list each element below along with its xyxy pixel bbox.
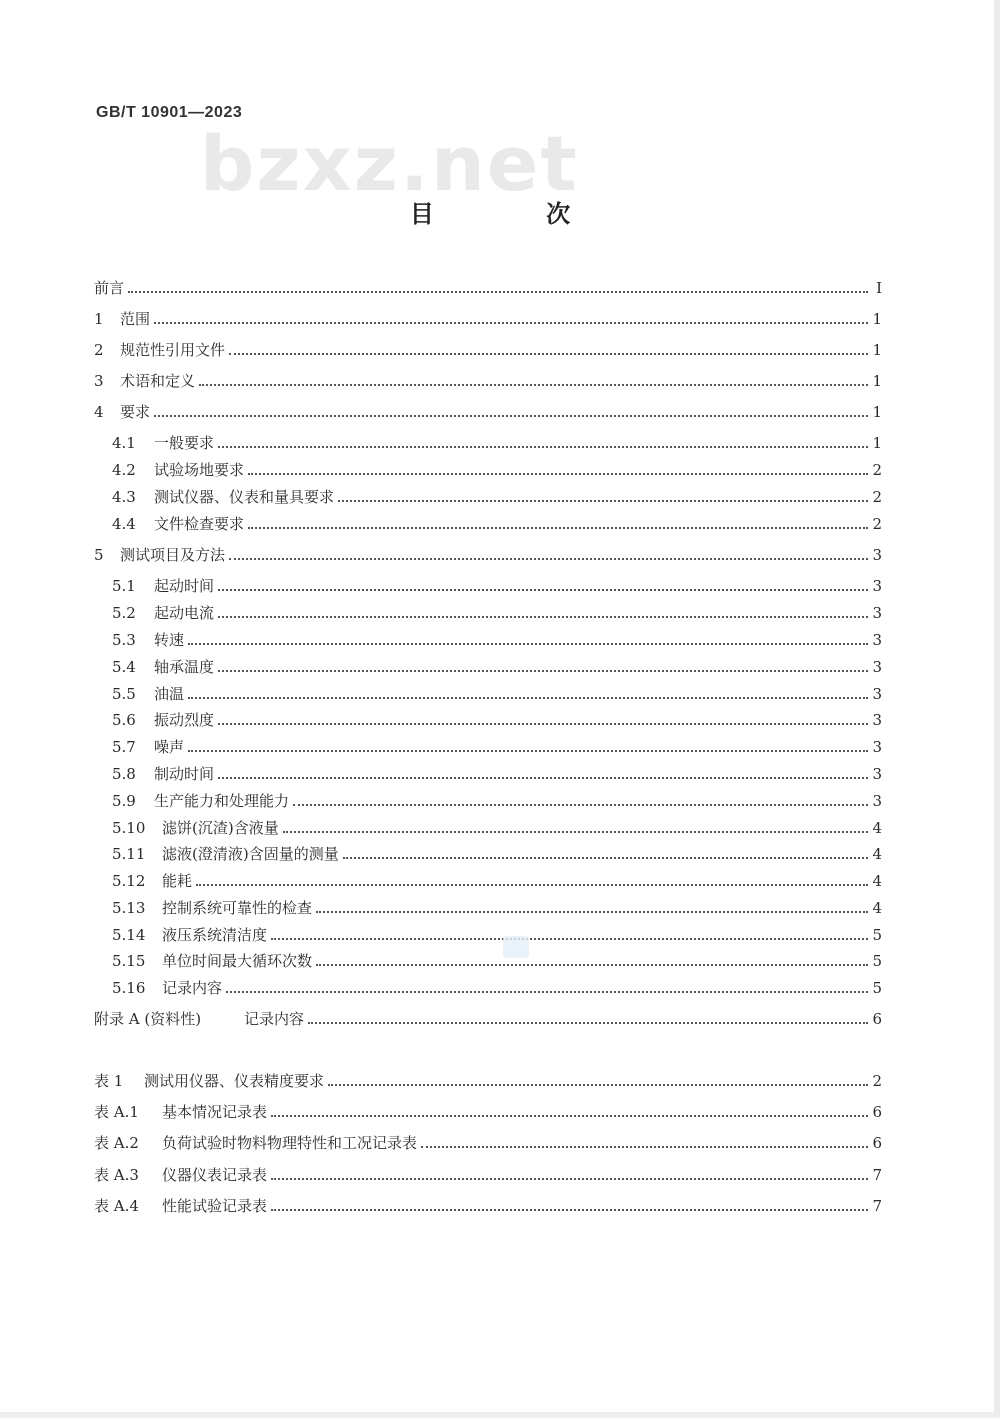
toc-subentry[interactable] (112, 895, 882, 921)
toc-label: 振动烈度 (154, 711, 215, 729)
toc-entry[interactable] (94, 337, 882, 363)
page-title: 目 次 (409, 200, 623, 228)
toc-page: 4 (872, 872, 882, 890)
toc-subentry[interactable] (112, 788, 882, 814)
toc-subentry[interactable] (112, 868, 882, 894)
toc-subentry[interactable] (112, 922, 882, 948)
toc-entry[interactable] (94, 306, 882, 332)
toc-number: 4.3 (112, 488, 136, 506)
toc-number: 4.4 (112, 515, 136, 533)
toc-entry-appendix[interactable] (94, 1006, 882, 1032)
table-list-entry[interactable] (94, 1193, 882, 1219)
table-list-entry[interactable] (94, 1130, 882, 1156)
toc-label: 轴承温度 (154, 658, 215, 676)
leader-dots (218, 444, 868, 448)
toc-number: 5.6 (112, 711, 136, 729)
leader-dots (188, 748, 868, 752)
toc-page: 2 (872, 488, 882, 506)
leader-dots (343, 855, 868, 859)
leader-dots (338, 498, 868, 502)
toc-number: 2 (94, 341, 104, 359)
toc-label: 前言 (94, 279, 125, 297)
table-page: 7 (872, 1197, 882, 1215)
toc-number: 5.9 (112, 792, 136, 810)
table-list-entry[interactable] (94, 1162, 882, 1188)
toc-subentry[interactable] (112, 511, 882, 537)
toc-label: 规范性引用文件 (120, 341, 226, 359)
leader-dots (271, 1207, 868, 1211)
toc-subentry[interactable] (112, 484, 882, 510)
toc-label: 起动电流 (154, 604, 215, 622)
toc-subentry[interactable] (112, 600, 882, 626)
toc-entry[interactable] (94, 542, 882, 568)
toc-subentry[interactable] (112, 815, 882, 841)
toc-number: 1 (94, 310, 104, 328)
toc-number: 5.15 (112, 952, 146, 970)
toc-number: 5.11 (112, 845, 146, 863)
toc-number: 3 (94, 372, 104, 390)
toc-page: 2 (872, 515, 882, 533)
toc-entry-foreword[interactable] (94, 275, 882, 301)
toc-page: 3 (872, 765, 882, 783)
toc-subentry[interactable] (112, 627, 882, 653)
leader-dots (271, 1176, 868, 1180)
toc-label: 噪声 (154, 738, 185, 756)
toc-page: 5 (872, 952, 882, 970)
toc-page: 1 (872, 310, 882, 328)
toc-number: 5.8 (112, 765, 136, 783)
toc-entry[interactable] (94, 368, 882, 394)
toc-page: 3 (872, 577, 882, 595)
leader-dots (218, 775, 868, 779)
toc-number: 4 (94, 403, 104, 421)
table-page: 7 (872, 1166, 882, 1184)
toc-page: 3 (872, 685, 882, 703)
toc-subentry[interactable] (112, 975, 882, 1001)
toc-subentry[interactable] (112, 707, 882, 733)
toc-label: 范围 (120, 310, 151, 328)
toc-number: 5.12 (112, 872, 146, 890)
leader-dots (229, 351, 868, 355)
table-page: 2 (872, 1072, 882, 1090)
toc-label: 能耗 (162, 872, 193, 890)
table-label: 测试用仪器、仪表精度要求 (144, 1072, 325, 1090)
toc-number: 5.5 (112, 685, 136, 703)
leader-dots (328, 1082, 868, 1086)
toc-subentry[interactable] (112, 841, 882, 867)
toc-label: 单位时间最大循环次数 (162, 952, 313, 970)
toc-label: 测试项目及方法 (120, 546, 226, 564)
leader-dots (128, 289, 868, 293)
toc-page: 3 (872, 604, 882, 622)
toc-label: 生产能力和处理能力 (154, 792, 290, 810)
leader-dots (308, 1020, 868, 1024)
toc-label: 记录内容 (162, 979, 223, 997)
toc-label: 试验场地要求 (154, 461, 245, 479)
leader-dots (421, 1144, 868, 1148)
toc-page: 1 (872, 403, 882, 421)
toc-label: 起动时间 (154, 577, 215, 595)
toc-label: 一般要求 (154, 434, 215, 452)
leader-dots (271, 936, 868, 940)
table-number: 表 A.2 (94, 1134, 139, 1152)
toc-label: 转速 (154, 631, 185, 649)
toc-page: 3 (872, 792, 882, 810)
leader-dots (248, 525, 868, 529)
table-label: 基本情况记录表 (162, 1103, 268, 1121)
toc-number: 5.13 (112, 899, 146, 917)
toc-label: 术语和定义 (120, 372, 196, 390)
small-watermark-stamp (503, 936, 529, 958)
toc-label: 测试仪器、仪表和量具要求 (154, 488, 335, 506)
toc-page: 3 (872, 711, 882, 729)
toc-number: 附录 A (资料性) (94, 1010, 202, 1028)
table-label: 仪器仪表记录表 (162, 1166, 268, 1184)
toc-page: Ⅰ (876, 279, 882, 297)
toc-page: 5 (872, 926, 882, 944)
table-number: 表 A.1 (94, 1103, 139, 1121)
toc-label: 滤液(澄清液)含固量的测量 (162, 845, 339, 863)
toc-page: 3 (872, 631, 882, 649)
table-list-entry[interactable] (94, 1068, 882, 1094)
toc-label: 控制系统可靠性的检查 (162, 899, 313, 917)
toc-entry[interactable] (94, 399, 882, 425)
toc-subentry[interactable] (112, 573, 882, 599)
toc-subentry[interactable] (112, 948, 882, 974)
leader-dots (316, 962, 868, 966)
toc-page: 4 (872, 819, 882, 837)
toc-page: 5 (872, 979, 882, 997)
toc-page: 3 (872, 546, 882, 564)
table-page: 6 (872, 1103, 882, 1121)
toc-subentry[interactable] (112, 761, 882, 787)
table-number: 表 A.3 (94, 1166, 139, 1184)
table-number: 表 1 (94, 1072, 124, 1090)
toc-page: 4 (872, 845, 882, 863)
table-list-entry[interactable] (94, 1099, 882, 1125)
leader-dots (154, 320, 868, 324)
leader-dots (218, 721, 868, 725)
toc-page: 4 (872, 899, 882, 917)
toc-subentry[interactable] (112, 734, 882, 760)
leader-dots (218, 587, 868, 591)
leader-dots (316, 909, 868, 913)
toc-label: 要求 (120, 403, 151, 421)
table-number: 表 A.4 (94, 1197, 139, 1215)
toc-page: 1 (872, 434, 882, 452)
toc-number: 5 (94, 546, 104, 564)
toc-page: 6 (872, 1010, 882, 1028)
toc-label: 制动时间 (154, 765, 215, 783)
toc-subentry[interactable] (112, 457, 882, 483)
leader-dots (218, 614, 868, 618)
toc-label: 油温 (154, 685, 185, 703)
leader-dots (154, 413, 868, 417)
toc-number: 5.14 (112, 926, 146, 944)
toc-page: 3 (872, 738, 882, 756)
toc-label: 液压系统清洁度 (162, 926, 268, 944)
toc-subentry[interactable] (112, 430, 882, 456)
leader-dots (229, 556, 868, 560)
toc-number: 5.3 (112, 631, 136, 649)
toc-number: 5.16 (112, 979, 146, 997)
watermark: bzxz.net (200, 119, 579, 208)
toc-number: 4.2 (112, 461, 136, 479)
leader-dots (293, 802, 868, 806)
toc-label: 滤饼(沉渣)含液量 (162, 819, 279, 837)
leader-dots (283, 829, 868, 833)
leader-dots (226, 989, 868, 993)
leader-dots (199, 382, 868, 386)
table-label: 性能试验记录表 (162, 1197, 268, 1215)
toc-number: 5.2 (112, 604, 136, 622)
leader-dots (248, 471, 868, 475)
toc-number: 5.10 (112, 819, 146, 837)
toc-page: 1 (872, 341, 882, 359)
toc-subentry[interactable] (112, 681, 882, 707)
toc-label: 记录内容 (244, 1010, 305, 1028)
toc-page: 3 (872, 658, 882, 676)
standard-code: GB/T 10901—2023 (96, 104, 243, 121)
toc-label: 文件检查要求 (154, 515, 245, 533)
leader-dots (271, 1113, 868, 1117)
toc-subentry[interactable] (112, 654, 882, 680)
table-page: 6 (872, 1134, 882, 1152)
toc-page: 2 (872, 461, 882, 479)
leader-dots (196, 882, 868, 886)
leader-dots (188, 641, 868, 645)
leader-dots (188, 695, 868, 699)
table-label: 负荷试验时物料物理特性和工况记录表 (162, 1134, 418, 1152)
toc-number: 4.1 (112, 434, 136, 452)
leader-dots (218, 668, 868, 672)
toc-number: 5.7 (112, 738, 136, 756)
toc-page: 1 (872, 372, 882, 390)
toc-number: 5.4 (112, 658, 136, 676)
toc-number: 5.1 (112, 577, 136, 595)
